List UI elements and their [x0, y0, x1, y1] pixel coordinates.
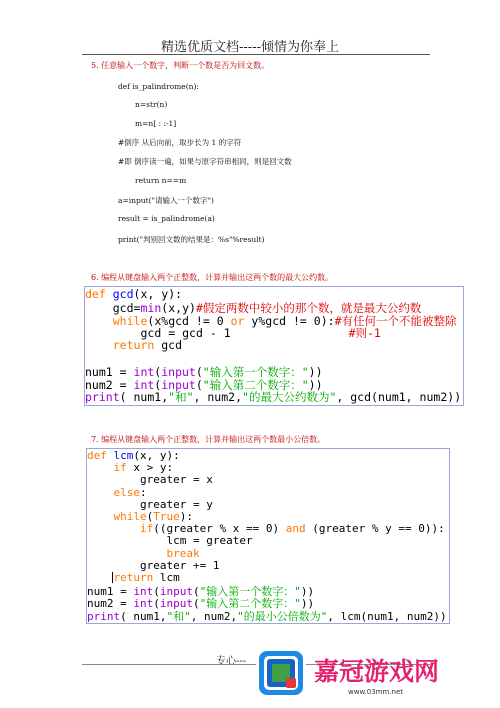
code-line: break [166, 546, 200, 560]
question-7-title: 7. 编程从键盘输入两个正整数，计算并输出这两个数最小公倍数。 [91, 435, 326, 444]
code-line: if x > y: [113, 461, 174, 475]
code-line: return lcm [113, 571, 180, 584]
watermark-logo-icon [256, 648, 306, 698]
code-line: num1 = int(input("输入第一个数字：")) [85, 364, 323, 379]
q5-line: n=str(n) [135, 100, 168, 109]
watermark-name: 嘉冠游戏网 [314, 657, 440, 686]
code-line: return gcd [112, 338, 183, 353]
code-line: greater += 1 [140, 558, 220, 572]
page-header: 精选优质文档-----倾情为你奉上 [161, 40, 339, 55]
code-line: gcd = gcd - 1 #则-1 [140, 326, 381, 341]
header-rule [82, 54, 430, 55]
code-block-gcd [84, 286, 464, 406]
watermark-url: www.03mm.net [348, 688, 404, 696]
code-line: greater = y [140, 497, 213, 511]
code-line: if((greater % x == 0) and (greater % y == 0)): [140, 522, 445, 536]
code-line: print( num1,"和", num2,"的最小公倍数为", lcm(num1, num2)) [87, 609, 447, 623]
code-line: num2 = int(input("输入第二个数字：")) [85, 377, 323, 392]
q5-line: a=input("请输入一个数字") [118, 196, 214, 205]
code-line: gcd=min(x,y)#假定两数中较小的那个数，就是最大公约数 [112, 300, 422, 315]
footer-text: 专心--- [216, 656, 247, 667]
code-line: num1 = int(input("输入第一个数字：")) [87, 585, 315, 599]
q5-line: def is_palindrome(n): [118, 82, 199, 91]
q5-line: #即 倒序读一遍，如果与原字符串相同，则是回文数 [118, 157, 292, 166]
q5-line: print("判别回文数的结果是：%s"%result) [118, 235, 265, 244]
q5-line: m=n[ : :-1] [135, 119, 177, 128]
code-line: def lcm(x, y): [87, 449, 180, 462]
question-6-title: 6. 编程从键盘输入两个正整数，计算并输出这两个数的最大公约数。 [91, 273, 334, 282]
code-line: num2 = int(input("输入第二个数字：")) [87, 597, 315, 611]
q5-line: result = is_palindrome(a) [118, 214, 215, 223]
code-line: lcm = greater [166, 534, 253, 548]
code-line: def gcd(x, y): [85, 287, 183, 301]
code-line: greater = x [140, 473, 213, 487]
q5-line: #倒序 从后向前，取步长为 1 的字符 [118, 138, 242, 147]
question-5-title: 5. 任意输入一个数字，判断一个数是否为回文数。 [91, 61, 270, 70]
text-cursor [112, 572, 113, 583]
q5-line: return n==m [135, 176, 187, 185]
code-block-lcm [86, 448, 450, 624]
code-line: else: [113, 485, 147, 499]
code-line: while(x%gcd != 0 or y%gcd != 0):#有任何一个不能被整除 [112, 313, 457, 328]
code-line: print( num1,"和", num2,"的最大公约数为", gcd(num1, num2)) [85, 390, 462, 405]
code-line: while(True): [113, 510, 193, 523]
